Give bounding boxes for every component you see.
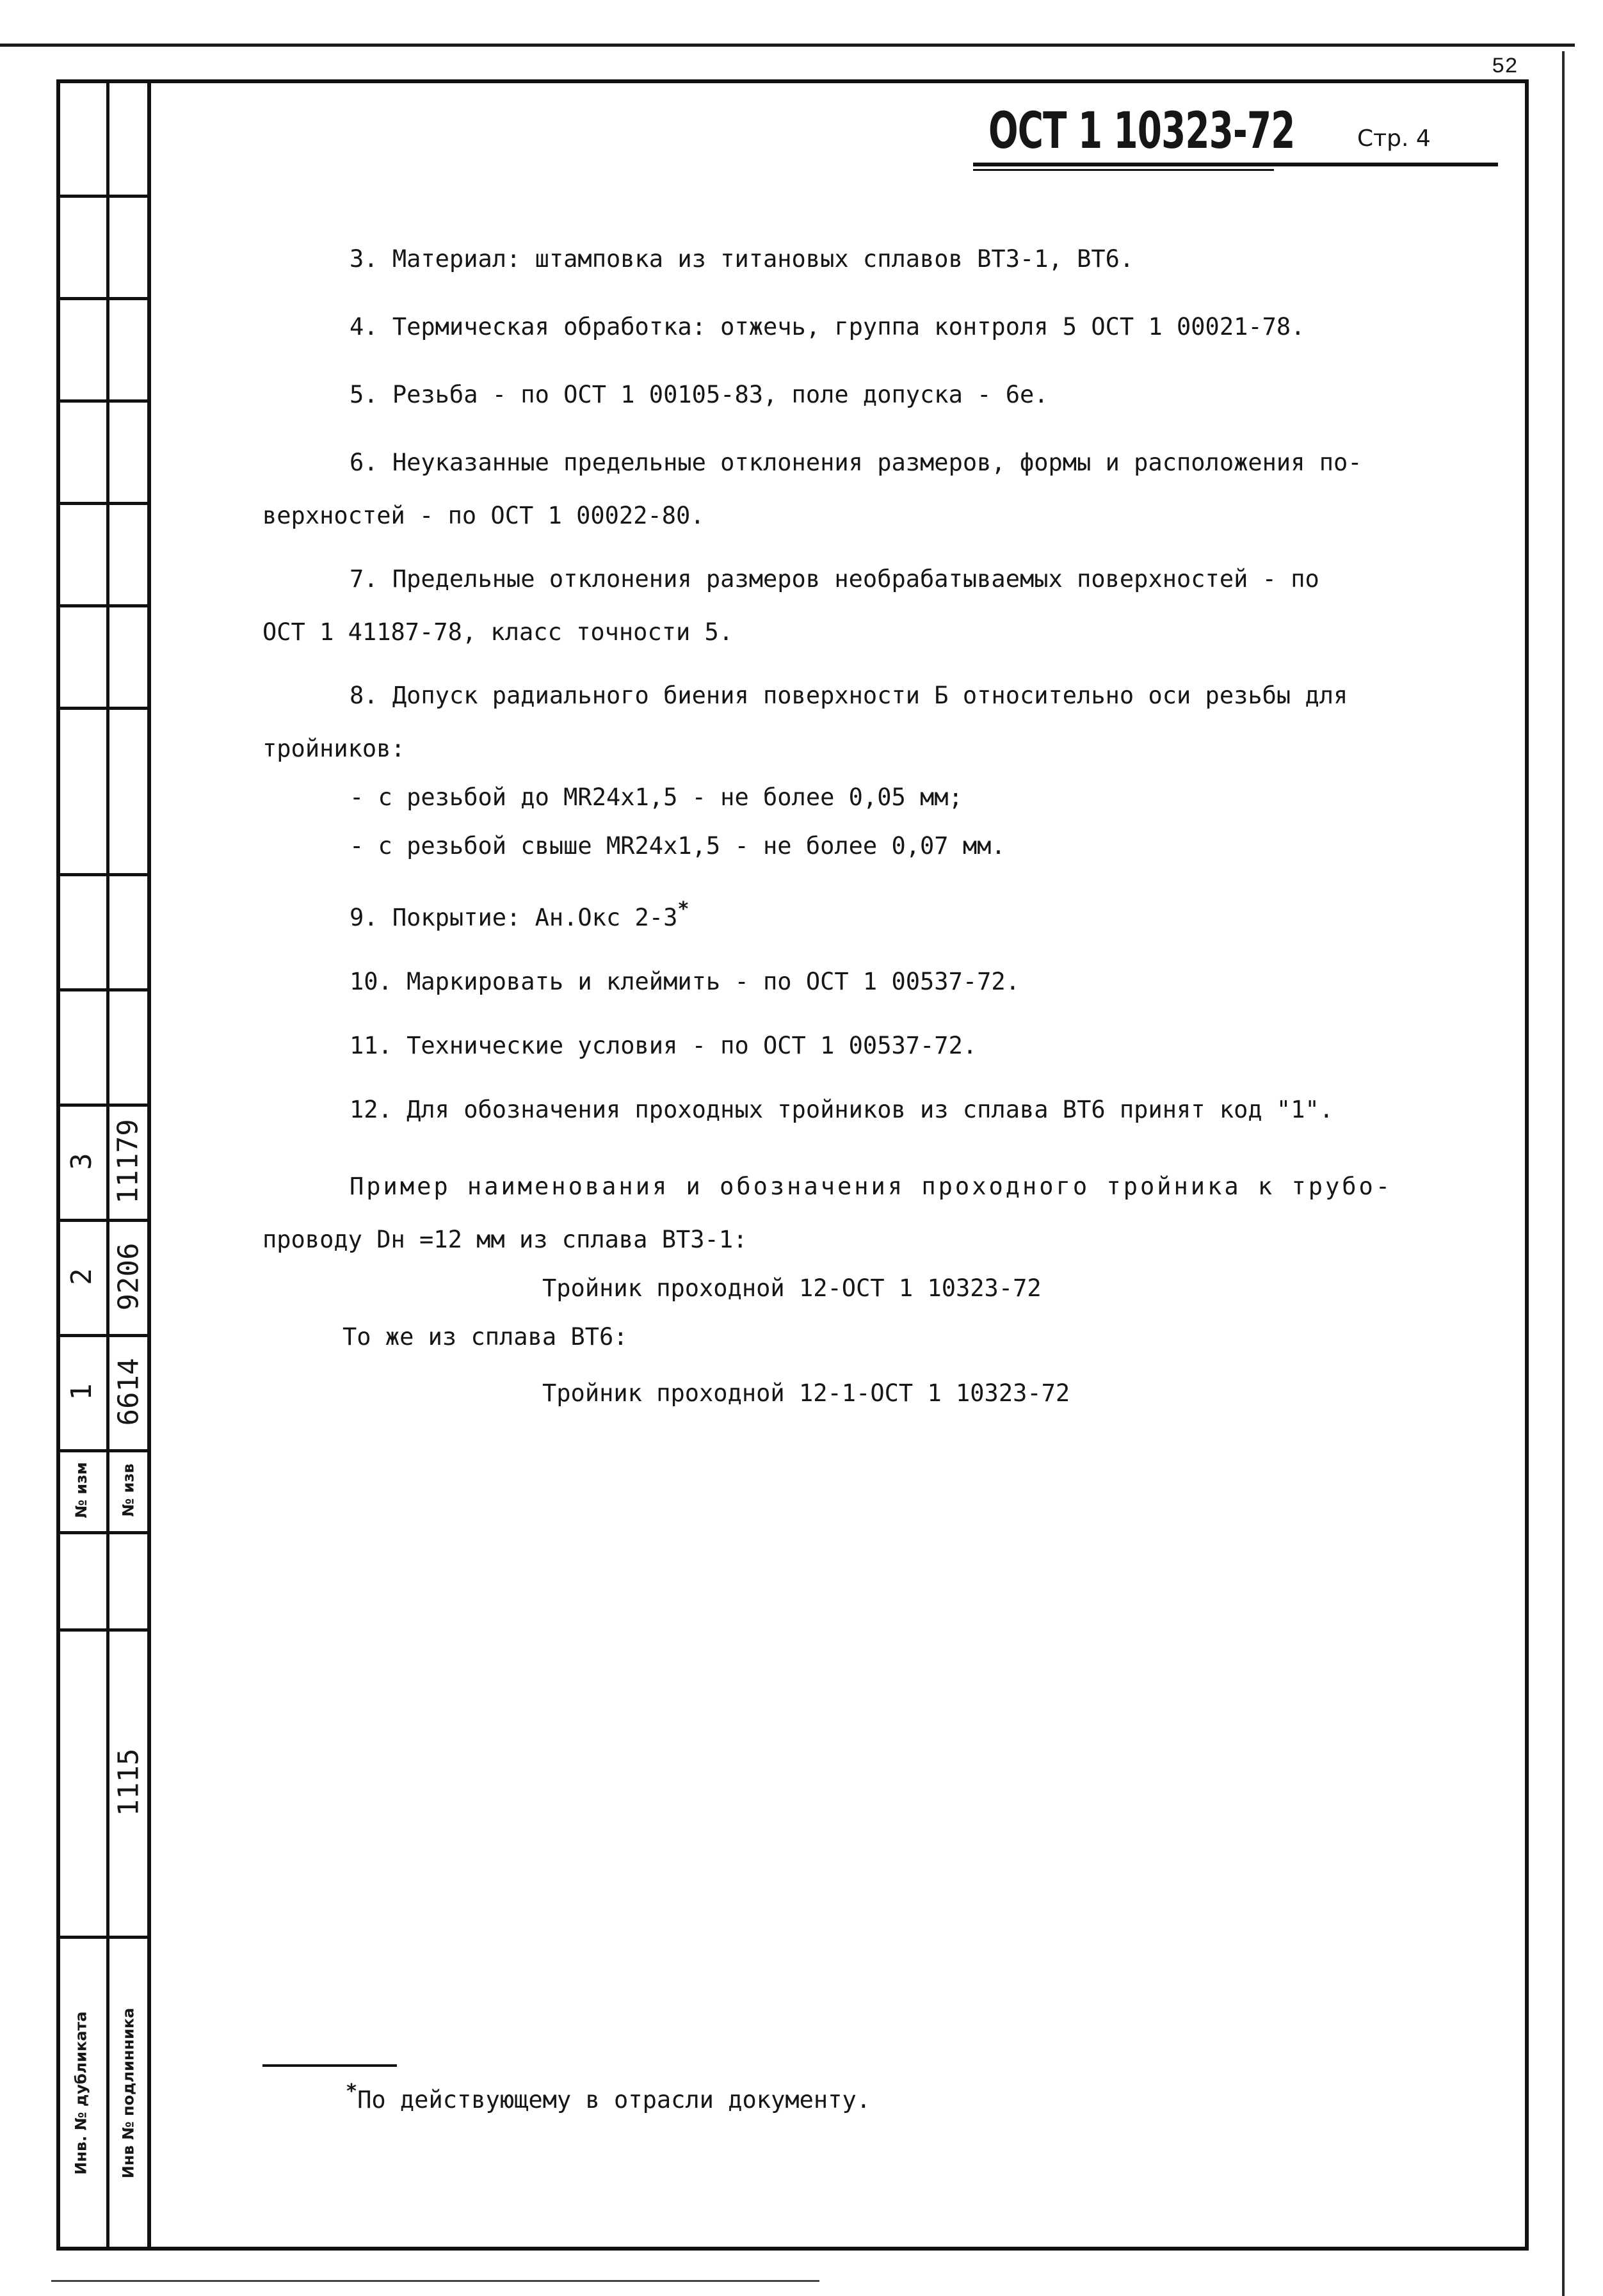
- example-line-2: проводу Dн =12 мм из сплава ВТ3-1:: [262, 1226, 748, 1253]
- footnote: [346, 2080, 871, 2114]
- paragraph-7-line-1: 7. Предельные отклонения размеров необрабатываемых поверхностей - по: [350, 565, 1319, 593]
- notice-number: 11179: [112, 1118, 145, 1204]
- paragraph-8-line-2: тройников:: [262, 735, 405, 762]
- paragraph-10: 10. Маркировать и клеймить - по ОСТ 1 00537-72.: [350, 968, 1020, 995]
- notice-label-cell: [109, 1449, 147, 1531]
- duplicate-inv-cell: [56, 1936, 106, 2251]
- document-code: ОСТ 1 10323-72: [988, 102, 1295, 160]
- stub-border: [147, 79, 151, 2251]
- notice-label: № изв: [119, 1463, 138, 1517]
- change-number: 2: [65, 1267, 98, 1285]
- example-line-1: Пример наименования и обозначения проходного тройника к трубо-: [350, 1173, 1393, 1200]
- paragraph-3: 3. Материал: штамповка из титановых сплавов ВТ3-1, ВТ6.: [350, 245, 1134, 273]
- paragraph-6-line-1: 6. Неуказанные предельные отклонения размеров, формы и расположения по-: [350, 449, 1362, 476]
- paragraph-9-text: 9. Покрытие: Ан.Окс 2-3: [350, 904, 678, 931]
- stub-rule: [56, 195, 151, 198]
- notice-number-cell: [109, 1104, 147, 1219]
- change-number-cell: [56, 1219, 106, 1334]
- original-inv-cell: [109, 1628, 147, 1936]
- change-number: 3: [65, 1152, 98, 1170]
- page-number: 52: [1492, 55, 1518, 79]
- document-body: [262, 230, 1428, 1425]
- revision-stub: [56, 79, 152, 2251]
- notice-number-cell: [109, 1219, 147, 1334]
- change-number-cell: [56, 1104, 106, 1219]
- paragraph-8-line-1: 8. Допуск радиального биения поверхности Б относительно оси резьбы для: [350, 682, 1348, 709]
- paragraph-8-item-1: - с резьбой до MR24x1,5 - не более 0,05 мм;: [350, 783, 963, 811]
- notice-number-cell: [109, 1334, 147, 1449]
- bottom-border-line: [51, 2280, 819, 2282]
- notice-number: 9206: [112, 1242, 145, 1310]
- original-inv-label: Инв № подлинника: [119, 2007, 138, 2179]
- change-label: № изм: [72, 1462, 91, 1518]
- footnote-marker: *: [677, 898, 689, 920]
- top-border-line: [0, 44, 1575, 47]
- paragraph-5: 5. Резьба - по ОСТ 1 00105-83, поле допуска - 6е.: [350, 381, 1049, 408]
- stub-rule: [56, 399, 151, 403]
- paragraph-12: 12. Для обозначения проходных тройников из сплава ВТ6 принят код "1".: [350, 1096, 1334, 1123]
- page-label: Стр. 4: [1357, 125, 1431, 152]
- example-same-alloy: То же из сплава ВТ6:: [342, 1323, 628, 1351]
- original-label-cell: [109, 1936, 147, 2251]
- paragraph-11: 11. Технические условия - по ОСТ 1 00537-72.: [350, 1032, 978, 1059]
- stub-rule: [56, 604, 151, 607]
- paragraph-7-line-2: ОСТ 1 41187-78, класс точности 5.: [262, 618, 734, 646]
- stub-rule: [56, 707, 151, 710]
- stub-rule: [56, 1531, 151, 1534]
- stub-rule: [56, 988, 151, 991]
- stub-rule: [56, 873, 151, 876]
- change-number: 1: [65, 1383, 98, 1401]
- change-number-cell: [56, 1334, 106, 1449]
- notice-number: 6614: [112, 1358, 145, 1425]
- stub-rule: [56, 502, 151, 505]
- original-inv-number: 1115: [112, 1748, 145, 1816]
- header-rule: [973, 163, 1498, 166]
- document-header: [973, 102, 1498, 173]
- paragraph-6-line-2: верхностей - по ОСТ 1 00022-80.: [262, 502, 705, 529]
- paragraph-4: 4. Термическая обработка: отжечь, группа контроля 5 ОСТ 1 00021-78.: [350, 313, 1305, 341]
- paragraph-9: [262, 881, 1428, 947]
- header-rule-secondary: [973, 169, 1274, 171]
- paragraph-8-item-2: - с резьбой свыше MR24x1,5 - не более 0,07 мм.: [350, 832, 1006, 860]
- change-label-cell: [56, 1449, 106, 1531]
- footnote-mark: *: [346, 2080, 358, 2103]
- footnote-rule: [262, 2064, 397, 2067]
- right-border-line: [1562, 51, 1565, 2296]
- footnote-text: По действующему в отрасли документу.: [357, 2086, 871, 2114]
- example-designation-1: Тройник проходной 12-ОСТ 1 10323-72: [542, 1274, 1042, 1302]
- duplicate-inv-label: Инв. № дубликата: [72, 2011, 91, 2175]
- stub-rule: [56, 297, 151, 300]
- example-designation-2: Тройник проходной 12-1-ОСТ 1 10323-72: [542, 1379, 1070, 1407]
